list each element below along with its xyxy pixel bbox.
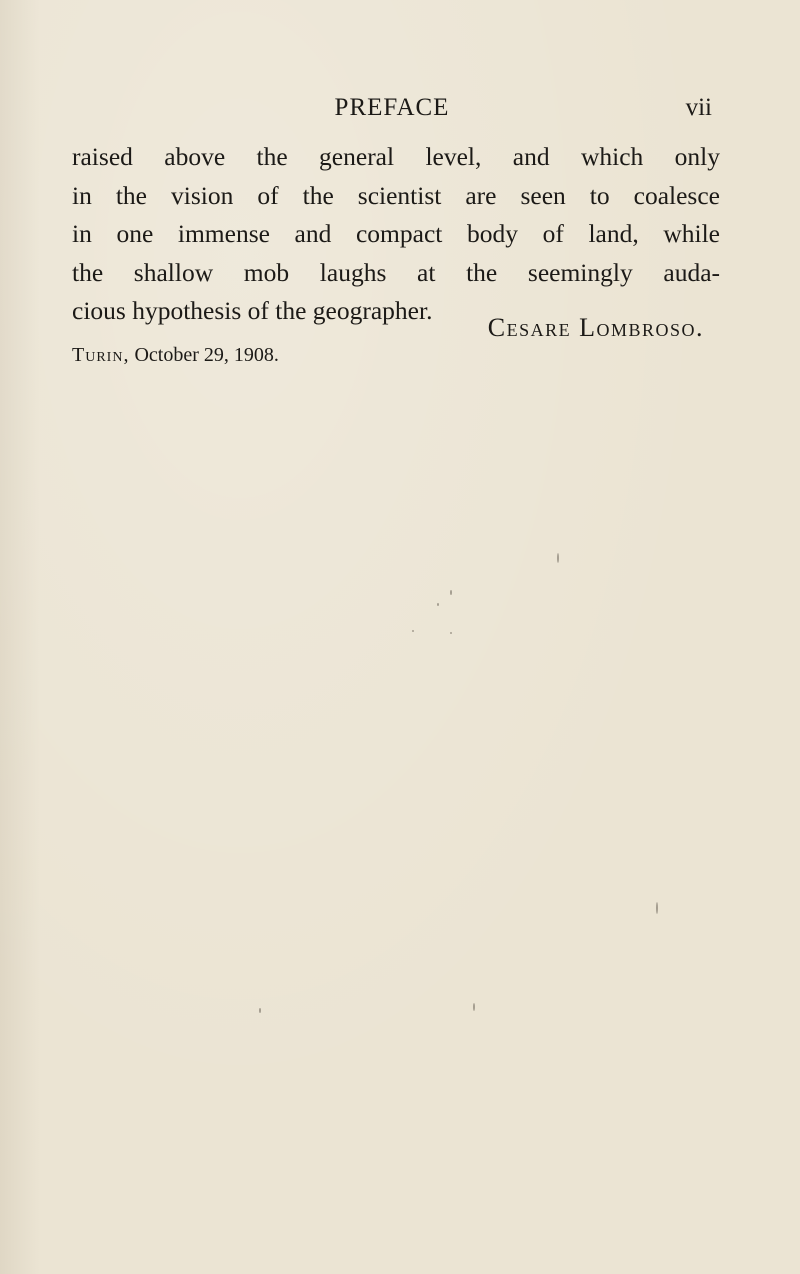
paper-speck — [259, 1008, 261, 1013]
dateline-place: Turin, — [72, 344, 130, 366]
paper-speck — [473, 1003, 475, 1011]
text-line: in one immense and compact body of land, while — [72, 219, 720, 248]
running-head-title: PREFACE — [334, 94, 450, 121]
text-line: cious hypothesis of the geographer. — [72, 296, 433, 325]
dateline — [72, 340, 279, 370]
text-line: in the vision of the scientist are seen to coalesce — [72, 180, 720, 210]
body-paragraph — [72, 138, 720, 331]
paper-speck — [656, 902, 658, 914]
paper-speck — [412, 630, 414, 632]
text-line: raised above the general level, and which only — [72, 142, 720, 171]
paper-speck — [437, 603, 439, 606]
running-head — [72, 88, 712, 128]
dateline-date: October 29, 1908. — [134, 344, 279, 366]
paper-speck — [450, 590, 452, 595]
text-line: the shallow mob laughs at the seemingly auda- — [72, 257, 720, 287]
page-number: vii — [685, 94, 712, 121]
author-signature: Cesare Lombroso. — [487, 313, 704, 342]
paper-speck — [450, 632, 452, 634]
paper-speck — [557, 553, 559, 563]
